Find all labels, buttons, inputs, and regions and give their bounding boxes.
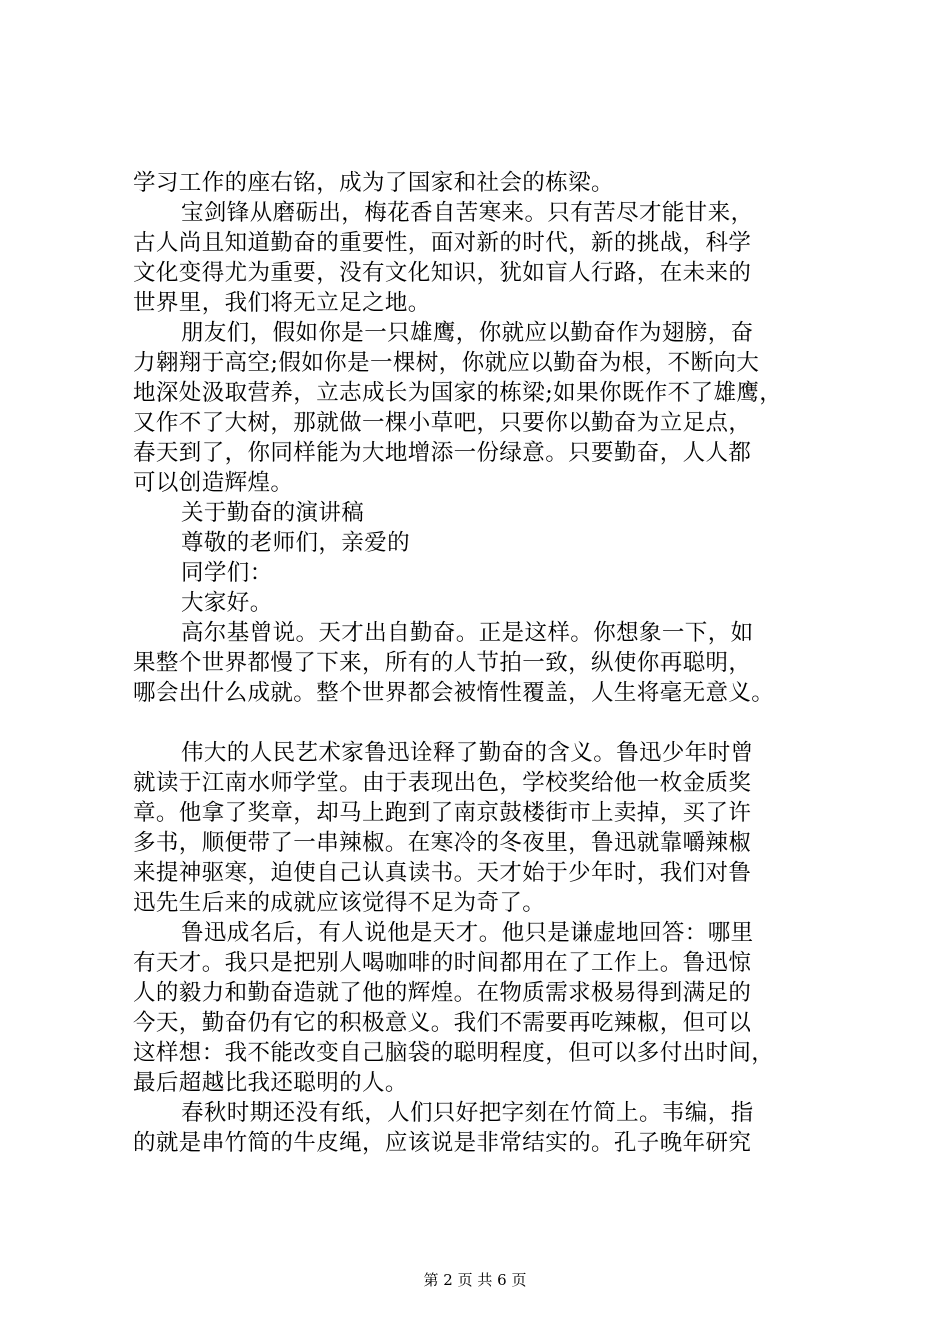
text-line: 这样想：我不能改变自己脑袋的聪明程度，但可以多付出时间， [133, 1040, 775, 1066]
text-line: 哪会出什么成就。整个世界都会被惰性覆盖，人生将毫无意义。 [133, 680, 775, 706]
text-line: 尊敬的老师们，亲爱的 [181, 530, 411, 556]
text-line: 最后超越比我还聪明的人。 [133, 1070, 408, 1096]
page-footer: 第 2 页 共 6 页 [423, 1271, 527, 1289]
text-line: 可以创造辉煌。 [133, 470, 294, 496]
text-line: 世界里，我们将无立足之地。 [133, 290, 431, 316]
text-line: 春天到了，你同样能为大地增添一份绿意。只要勤奋，人人都 [133, 440, 752, 466]
text-line: 高尔基曾说。天才出自勤奋。正是这样。你想象一下，如 [181, 620, 754, 646]
text-line: 人的毅力和勤奋造就了他的辉煌。在物质需求极易得到满足的 [133, 980, 752, 1006]
text-line: 果整个世界都慢了下来，所有的人节拍一致，纵使你再聪明， [133, 650, 752, 676]
text-line: 春秋时期还没有纸，人们只好把字刻在竹简上。韦编，指 [181, 1100, 754, 1126]
text-line: 学习工作的座右铭，成为了国家和社会的栋梁。 [133, 170, 614, 196]
text-line: 的就是串竹简的牛皮绳，应该说是非常结实的。孔子晚年研究 [133, 1130, 752, 1156]
text-line: 鲁迅成名后，有人说他是天才。他只是谦虚地回答：哪里 [181, 920, 754, 946]
text-line: 朋友们，假如你是一只雄鹰，你就应以勤奋作为翅膀，奋 [181, 320, 754, 346]
document-body [133, 168, 833, 1158]
text-line: 伟大的人民艺术家鲁迅诠释了勤奋的含义。鲁迅少年时曾 [181, 740, 754, 766]
text-line: 文化变得尤为重要，没有文化知识，犹如盲人行路，在未来的 [133, 260, 752, 286]
blank-line [133, 708, 833, 738]
text-line: 又作不了大树，那就做一棵小草吧，只要你以勤奋为立足点， [133, 410, 752, 436]
text-line: 就读于江南水师学堂。由于表现出色，学校奖给他一枚金质奖 [133, 770, 752, 796]
text-line: 多书，顺便带了一串辣椒。在寒冷的冬夜里，鲁迅就靠嚼辣椒 [133, 830, 752, 856]
text-line: 宝剑锋从磨砺出，梅花香自苦寒来。只有苦尽才能甘来， [181, 200, 754, 226]
text-line: 力翱翔于高空;假如你是一棵树，你就应以勤奋为根，不断向大 [133, 350, 760, 376]
text-line: 迅先生后来的成就应该觉得不足为奇了。 [133, 890, 546, 916]
text-line: 今天，勤奋仍有它的积极意义。我们不需要再吃辣椒，但可以 [133, 1010, 752, 1036]
text-line: 古人尚且知道勤奋的重要性，面对新的时代，新的挑战，科学 [133, 230, 752, 256]
text-line: 有天才。我只是把别人喝咖啡的时间都用在了工作上。鲁迅惊 [133, 950, 752, 976]
text-line: 同学们： [181, 560, 273, 586]
text-line: 大家好。 [181, 590, 273, 616]
text-line: 来提神驱寒，迫使自己认真读书。天才始于少年时，我们对鲁 [133, 860, 752, 886]
text-line: 章。他拿了奖章，却马上跑到了南京鼓楼街市上卖掉，买了许 [133, 800, 752, 826]
text-line: 关于勤奋的演讲稿 [181, 500, 365, 526]
text-line: 地深处汲取营养，立志成长为国家的栋梁;如果你既作不了雄鹰， [133, 380, 783, 406]
